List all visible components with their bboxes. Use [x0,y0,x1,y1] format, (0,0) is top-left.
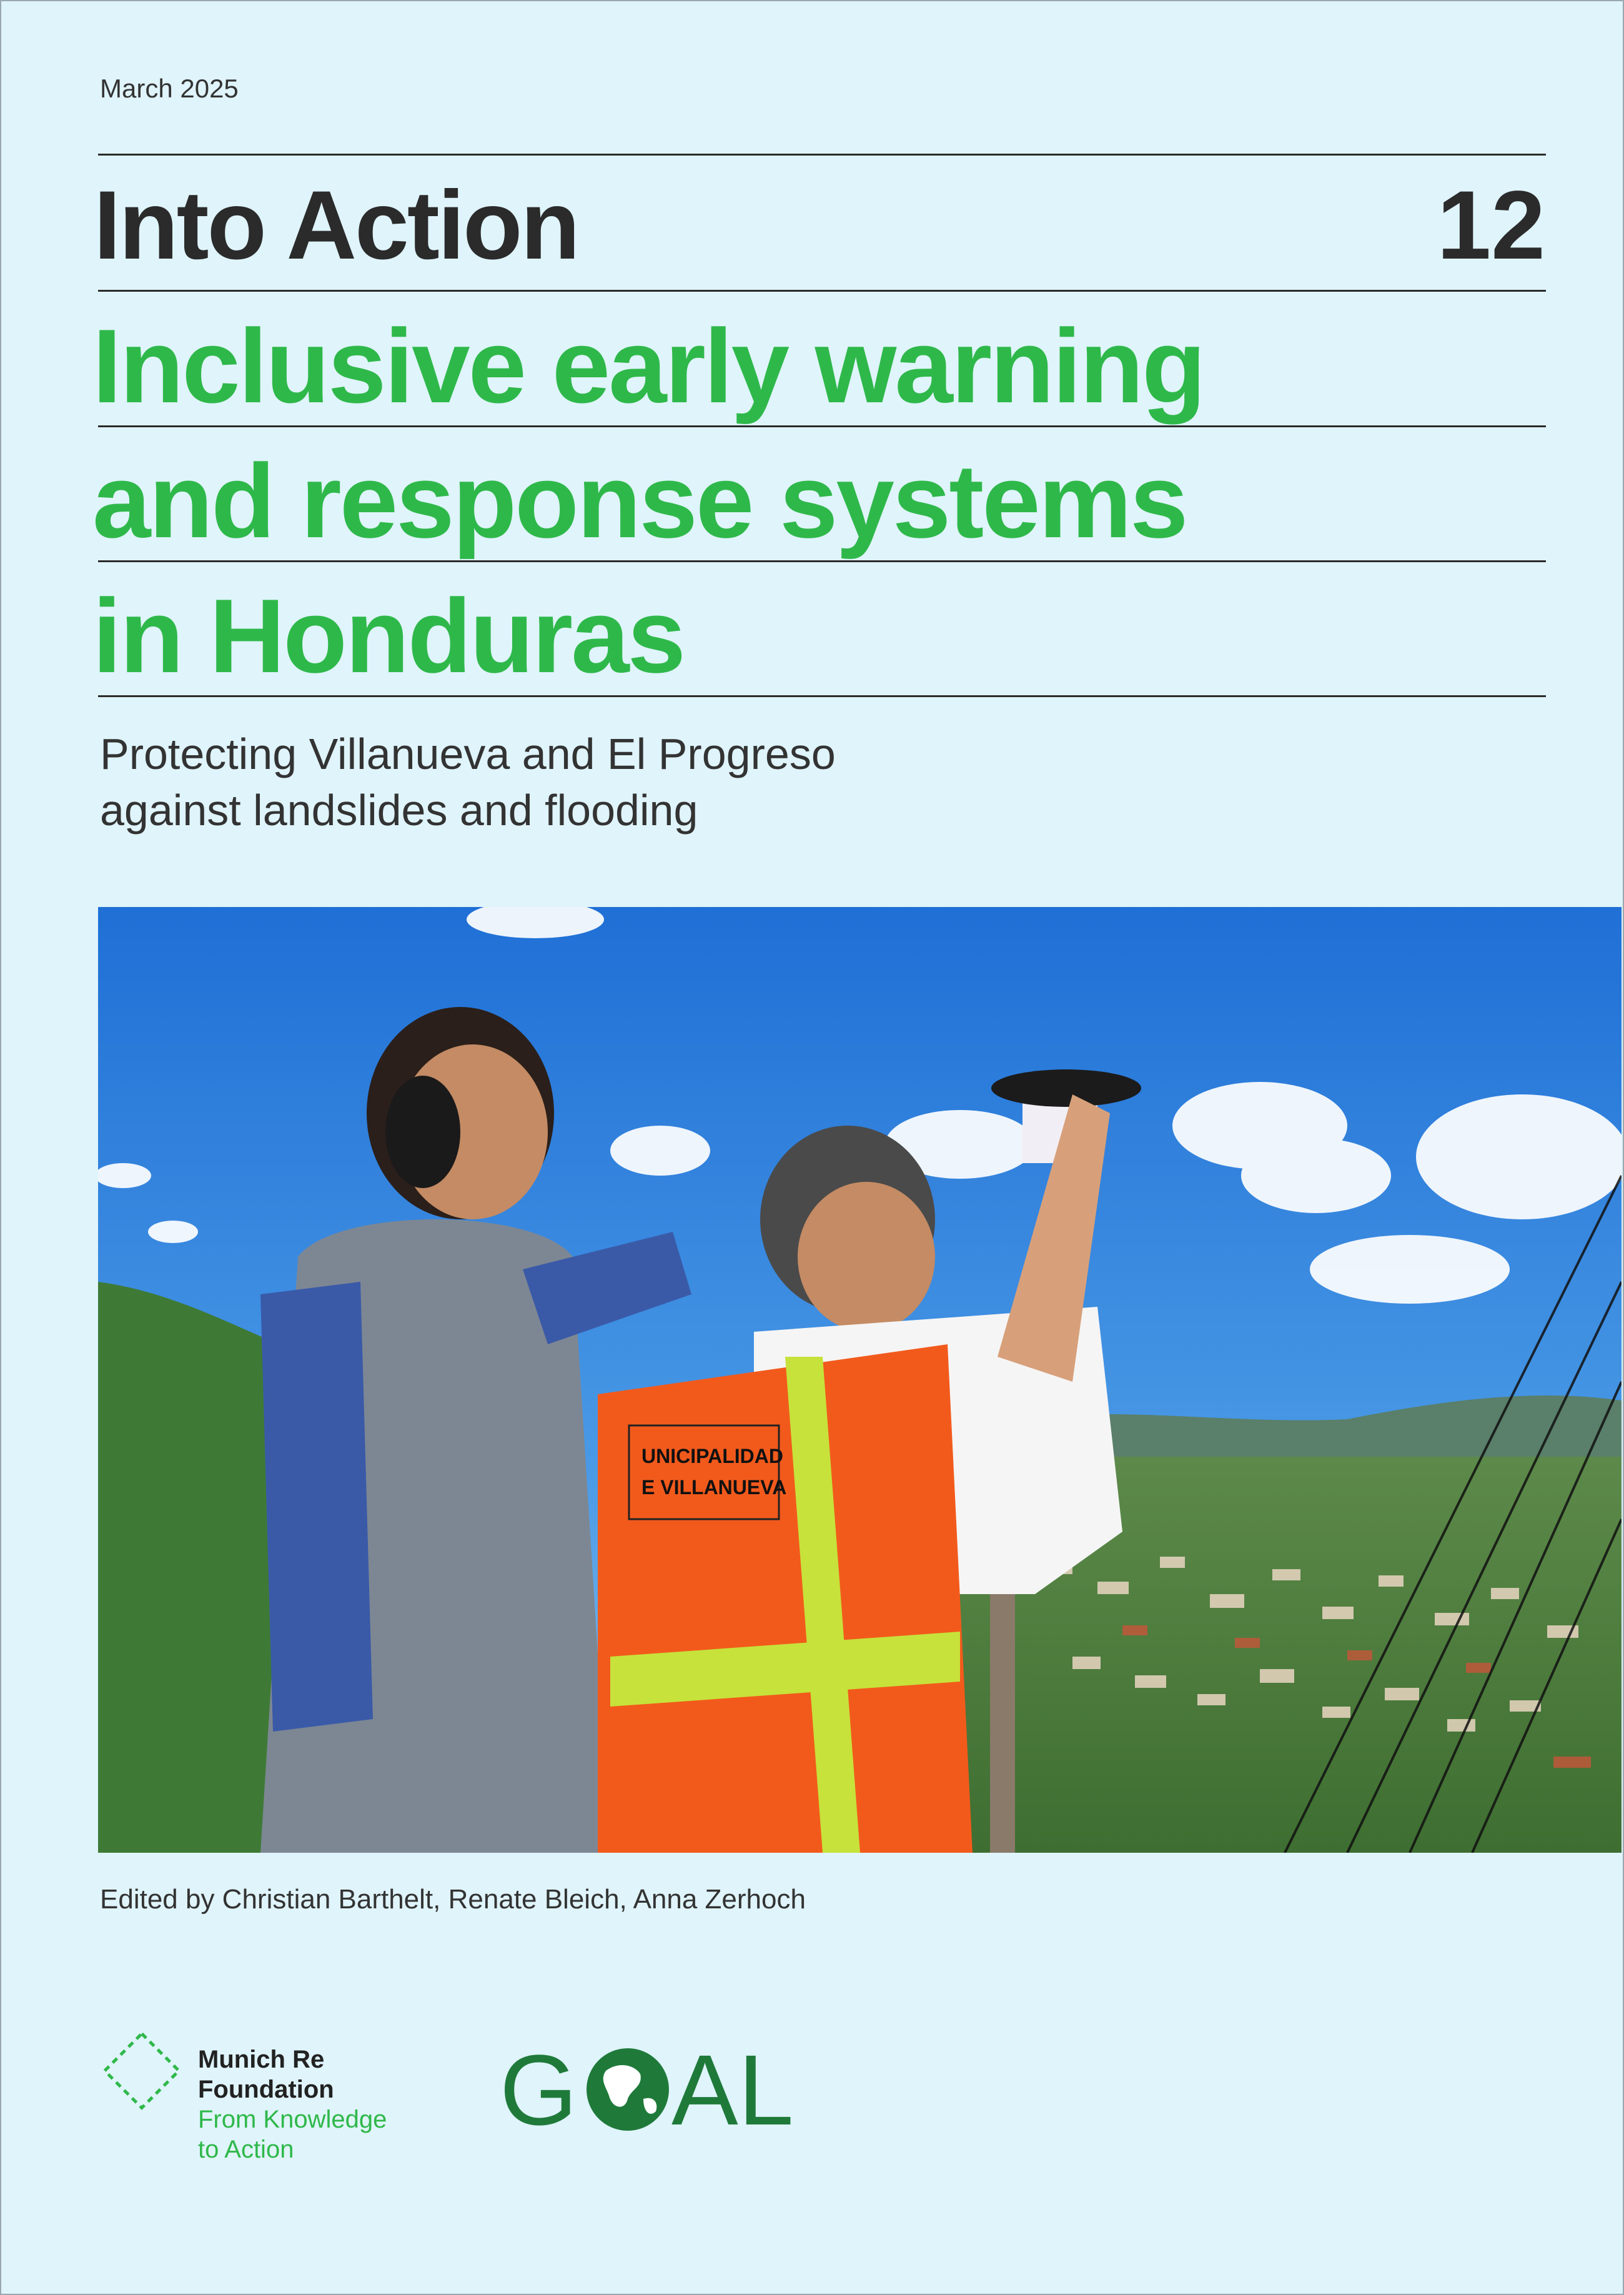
rain-gauge-cap [991,1069,1141,1107]
cover-photo-illustration [98,907,1622,1853]
editors-credit: Edited by Christian Barthelt, Renate Bleich, Anna Zerhoch [100,1884,806,1915]
rule-title-4 [98,695,1546,697]
publication-date: March 2025 [100,74,239,103]
title-line-1: Inclusive early warning [92,307,1204,425]
series-title: Into Action [94,171,578,280]
issue-number: 12 [1437,171,1545,280]
title-line-2: and response systems [92,442,1187,560]
munich-re-foundation-logo [98,2027,387,2163]
munich-re-tagline-line-1: From Knowledge [198,2106,387,2133]
munich-re-name-line-2: Foundation [198,2076,334,2103]
goal-letter-g: G [500,2040,579,2139]
rule-title-1 [98,290,1546,292]
rule-title-3 [98,560,1546,562]
dashed-diamond-icon [98,2027,186,2114]
rule-top [98,154,1546,156]
title-line-3: in Honduras [92,577,685,695]
goal-wordmark [500,2040,812,2139]
rule-title-2 [98,425,1546,427]
subtitle-line-2: against landslides and flooding [100,786,698,835]
goal-letters-al: AL [671,2040,794,2139]
subtitle-line-1: Protecting Villanueva and El Progreso [100,730,836,778]
subtitle [100,726,836,838]
vest-text-line-1: UNICIPALIDAD [641,1445,783,1467]
globe-icon [587,2048,669,2131]
munich-re-name-line-1: Munich Re [198,2046,325,2073]
cover-photo [98,907,1622,1853]
vest-text-line-2: E VILLANUEVA [641,1476,787,1499]
goal-logo [500,2040,812,2143]
munich-re-tagline-line-2: to Action [198,2136,294,2163]
